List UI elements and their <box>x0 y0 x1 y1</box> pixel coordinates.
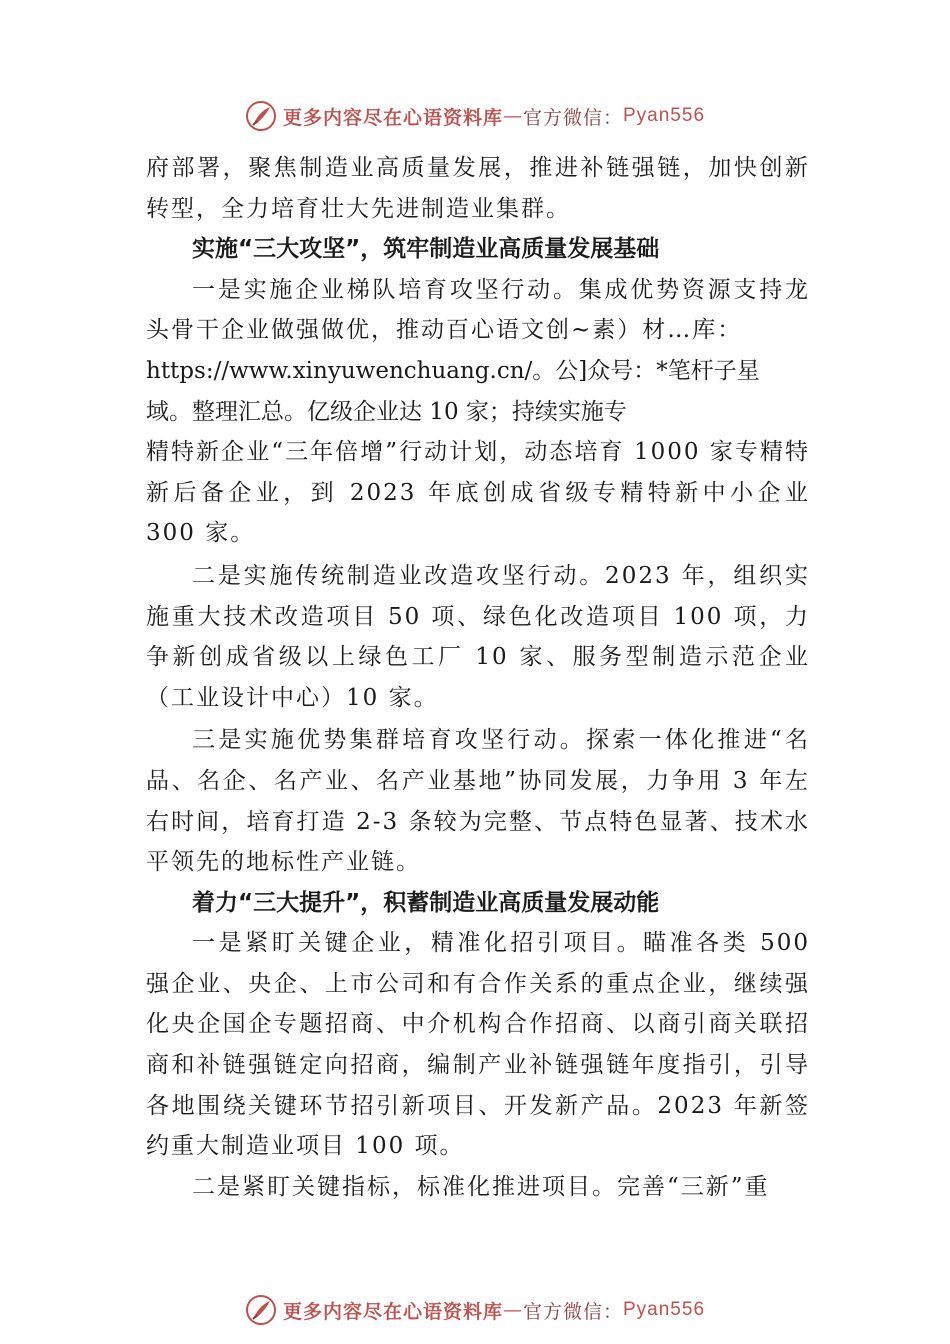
paragraph: 精特新企业“三年倍增”行动计划，动态培育 1000 家专精特新后备企业，到 2023 年底创成省级专精特新中小企业 300 家。 <box>146 439 810 547</box>
section-heading: 着力“三大提升”，积蓄制造业高质量发展动能 <box>192 889 660 916</box>
banner-main-text: 更多内容尽在心语资料库 <box>282 106 503 129</box>
banner-main-text: 更多内容尽在心语资料库 <box>282 1300 503 1323</box>
header-watermark <box>0 96 950 136</box>
document-body <box>146 148 810 1207</box>
quill-logo-icon <box>245 100 277 132</box>
quill-logo-icon <box>245 1294 277 1326</box>
paragraph: 一是紧盯关键企业，精准化招引项目。瞄准各类 500 强企业、央企、上市公司和有合作关系的重点企业，继续强化央企国企专题招商、中介机构合作招商、以商引商关联招商和补链强链定向招商，编制产业补链强链年度指引，引导各地围绕关键环节招引新项目、开发新产品。2023 年新签约重大制造业项目 100 项。 <box>146 930 810 1160</box>
banner-official-label: 官方微信： <box>522 106 623 129</box>
section-heading: 实施“三大攻坚”，筑牢制造业高质量发展基础 <box>192 236 660 263</box>
banner-wechat-id: Pyan556 <box>623 105 706 126</box>
banner-dash: — <box>502 1299 523 1321</box>
paragraph: 二是紧盯关键指标，标准化推进项目。完善“三新”重 <box>192 1173 770 1200</box>
footer-watermark <box>0 1290 950 1330</box>
paragraph: 府部署，聚焦制造业高质量发展，推进补链强链，加快创新转型，全力培育壮大先进制造业集群。 <box>146 155 810 222</box>
banner-dash: — <box>502 105 523 127</box>
paragraph: 三是实施优势集群培育攻坚行动。探索一体化推进“名品、名企、名产业、名产业基地”协同发展，力争用 3 年左右时间，培育打造 2-3 条较为完整、节点特色显著、技术水平领先的地标性产业链。 <box>146 727 810 876</box>
banner-official-label: 官方微信： <box>522 1300 623 1323</box>
paragraph: 二是实施传统制造业改造攻坚行动。2023 年，组织实施重大技术改造项目 50 项、绿色化改造项目 100 项，力争新创成省级以上绿色工厂 10 家、服务型制造示范企业（工业设计中心）10 家。 <box>146 562 810 711</box>
paragraph: 一是实施企业梯队培育攻坚行动。集成优势资源支持龙头骨干企业做强做优，推动百心语文创~素）材…库： <box>146 276 810 344</box>
paragraph-line: 域。整理汇总。亿级企业达 10 家；持续实施专 <box>146 398 627 425</box>
banner-wechat-id: Pyan556 <box>623 1299 706 1320</box>
paragraph-line: https://www.xinyuwenchuang.cn/。公]众号：*笔杆子星 <box>146 357 760 384</box>
